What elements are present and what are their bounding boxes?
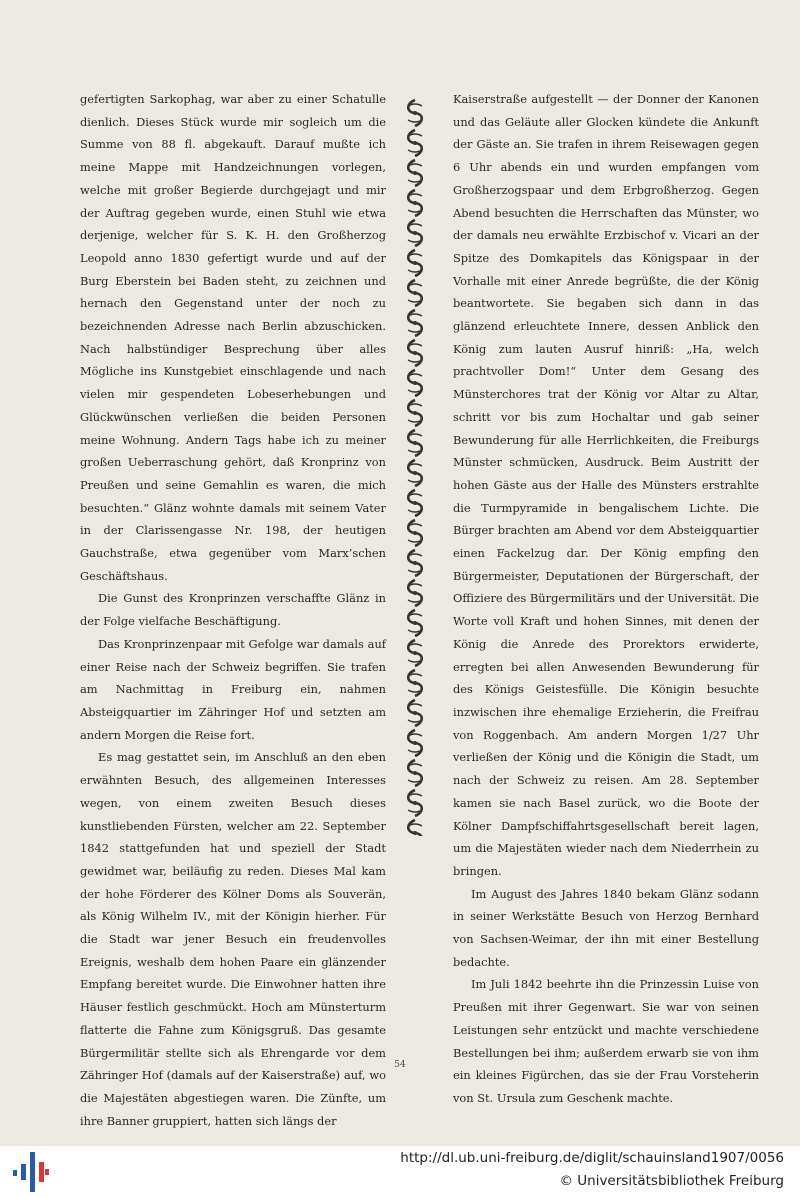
right-paragraph: Im August des Jahres 1840 bekam Glänz sodann in seiner Werkstätte Besuch von Herzog Bernhard von Sachsen-Weimar, der ihn mit einer Bestellung bedachte. [453, 886, 759, 969]
left-paragraph: Das Kronprinzenpaar mit Gefolge war damals auf einer Reise nach der Schweiz begriffen. Sie trafen am Nachmittag in Freiburg ein, nahmen Absteigquartier im Zähringer Hof und setzten am andern Morgen die Reise fort. [80, 636, 386, 742]
page-number: 54 [394, 1060, 406, 1070]
right-paragraph: Im Juli 1842 beehrte ihn die Prinzessin Luise von Preußen mit ihrer Gegenwart. Sie war von seinen Leistungen sehr entzückt und machte verschiedene Bestellungen bei ihm; außerdem erwarb sie von ihm ein kleines Figürchen, das sie der Frau Vorsteherin von St. Ursula zum Geschenk machte. [453, 977, 759, 1105]
left-paragraph: Die Gunst des Kronprinzen verschaffte Glänz in der Folge vielfache Beschäftigung. [80, 591, 386, 629]
library-logo-icon [10, 1150, 50, 1194]
footer-bar [0, 1146, 800, 1197]
ornamental-border [402, 98, 428, 836]
left-paragraph: Es mag gestattet sein, im Anschluß an den eben erwähnten Besuch, des allgemeinen Interesses wegen, von einem zweiten Besuch dieses kunstliebenden Fürsten, welcher am 22. September 1842 stattgefunden hat und speziell der Stadt gewidmet war, beiläufig zu reden. Dieses Mal kam der hohe Förderer des Kölner Doms als Souverän, als König Wilhelm IV., mit der Königin hierher. Für die Stadt war jener Besuch ein freudenvolles Ereignis, weshalb dem hohen Paare ein glänzender Empfang bereitet wurde. Die Einwohner hatten ihre Häuser festlich geschmückt. Hoch am Münsterturm flatterte die Fahne zum Königsgruß. Das gesamte Bürgermilitär stellte sich als Ehrengarde vor dem Zähringer Hof (damals auf der Kaiserstraße) auf, wo die Majestäten abgestiegen waren. Die Zünfte, um ihre Banner gruppiert, hatten sich längs der [80, 750, 386, 1128]
right-paragraph: Kaiserstraße aufgestellt — der Donner der Kanonen und das Geläute aller Glocken kündete die Ankunft der Gäste an. Sie trafen in ihrem Reisewagen gegen 6 Uhr abends ein und wurden empfangen vom Großherzogspaar und dem Erbgroßherzog. Gegen Abend besuchten die Herrschaften das Münster, wo der damals neu erwählte Erzbischof v. Vicari an der Spitze des Domkapitels das Königspaar in der Vorhalle mit einer Anrede begrüßte, die der König beantwortete. Sie begaben sich dann in das glänzend erleuchtete Innere, dessen Anblick den König zum lauten Ausruf hinriß: „Ha, welch prachtvoller Dom!“ Unter dem Gesang des Münsterchores trat der König vor Altar zu Altar, schritt vor bis zum Hochaltar und gab seiner Bewunderung für alle Herrlichkeiten, die Freiburgs Münster schmücken, Ausdruck. Beim Austritt der hohen Gäste aus der Halle des Münsters erstrahlte die Turmpyramide in bengalischem Lichte. Die Bürger brachten am Abend vor dem Absteigquartier einen Fackelzug dar. Der König empfing den Bürgermeister, Deputationen der Bürgerschaft, der Offiziere des Bürgermilitärs und der Universität. Die Worte voll Kraft und hohen Sinnes, mit denen der König die Anrede des Prorektors erwiderte, erregten bei allen Anwesenden Bewunderung für des Königs Geistesfülle. Die Königin besuchte inzwischen ihre ehemalige Erzieherin, die Freifrau von Roggenbach. Am andern Morgen 1/27 Uhr verließen der König und die Königin die Stadt, um nach der Schweiz zu reisen. Am 28. September kamen sie nach Basel zurück, wo die Boote der Kölner Dampfschiffahrtsgesellschaft bereit lagen, um die Majestäten wieder nach dem Niederrhein zu bringen. [453, 92, 759, 878]
left-paragraph: gefertigten Sarkophag, war aber zu einer Schatulle dienlich. Dieses Stück wurde mir sogleich um die Summe von 88 fl. abgekauft. Darauf mußte ich meine Mappe mit Handzeichnungen vorlegen, welche mit großer Begierde durchgejagt und mir der Auftrag gegeben wurde, einen Stuhl wie etwa derjenige, welcher für S. K. H. den Großherzog Leopold anno 1830 gefertigt wurde und auf der Burg Eberstein bei Baden steht, zu zeichnen und hernach den Gegenstand unter der noch zu bezeichnenden Adresse nach Berlin abzuschicken. Nach halbstündiger Besprechung über alles Mögliche ins Kunstgebiet einschlagende und nach vielen mir gespendeten Lobeserhebungen und Glückwünschen verließen die beiden Personen meine Wohnung. Andern Tags habe ich zu meiner großen Ueberraschung gehört, daß Kronprinz von Preußen und seine Gemahlin es waren, die mich besuchten.“ Glänz wohnte damals mit seinem Vater in der Clarissengasse Nr. 198, der heutigen Gauchstraße, etwa gegenüber vom Marx’schen Geschäftshaus. [80, 92, 386, 583]
permalink-url[interactable]: http://dl.ub.uni-freiburg.de/diglit/schauinsland1907/0056 [400, 1150, 784, 1166]
copyright-notice: © Universitätsbibliothek Freiburg [559, 1173, 784, 1189]
left-column [80, 88, 386, 1132]
right-column [453, 88, 759, 1110]
